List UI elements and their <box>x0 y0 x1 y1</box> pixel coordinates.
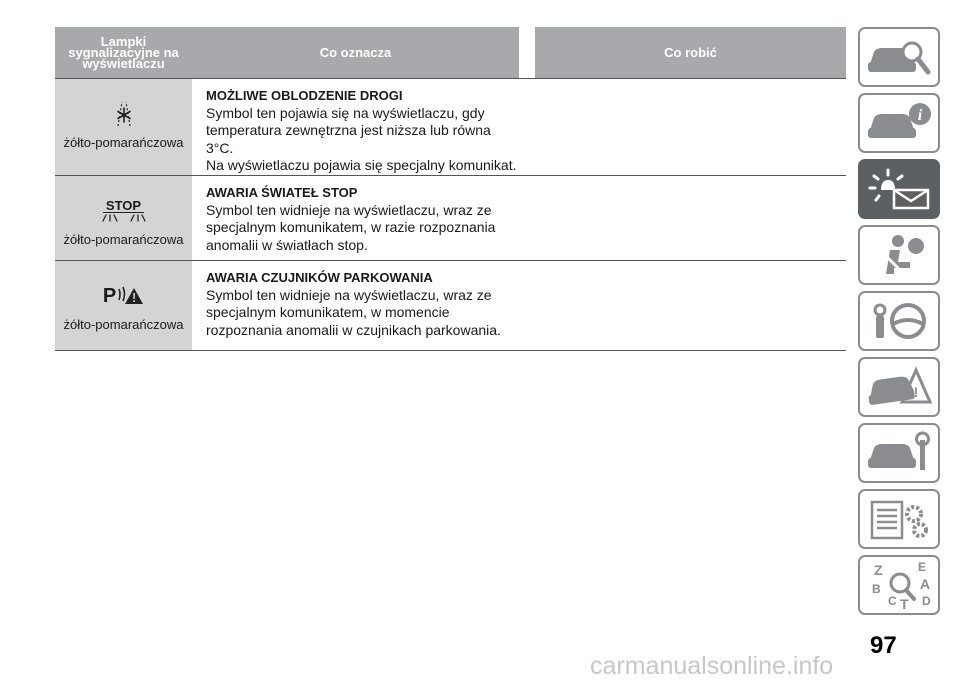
page-number: 97 <box>870 632 897 659</box>
table-row <box>55 176 846 261</box>
svg-text:i: i <box>917 107 923 124</box>
row-description: Symbol ten widnieje na wyświetlaczu, wraz ze specjalnym komunikatem, w razie rozpoznania anomalii w światłach stop. <box>206 201 496 253</box>
stop-text: STOP <box>103 200 144 213</box>
svg-text:T: T <box>900 596 909 611</box>
svg-text:!: ! <box>913 384 919 400</box>
header-lights: Lampki sygnalizacyjne na wyświetlaczu <box>55 27 192 78</box>
header-meaning: Co oznacza <box>192 27 519 78</box>
tab-safety[interactable] <box>858 225 940 285</box>
svg-text:C: C <box>888 594 897 608</box>
meaning-cell <box>192 176 519 260</box>
parking-sensor-fault-icon <box>103 281 144 311</box>
watermark: carmanualsonline.info <box>590 652 834 680</box>
road-ice-snowflake-icon <box>107 100 141 128</box>
header-gap <box>519 27 535 78</box>
color-label: żółto-pomarańczowa <box>63 232 184 247</box>
tab-warning-lights[interactable] <box>858 159 940 219</box>
alphabetical-index-icon <box>864 559 934 611</box>
icon-cell <box>55 176 192 260</box>
row-title: AWARIA ŚWIATEŁ STOP <box>206 185 358 200</box>
color-label: żółto-pomarańczowa <box>63 135 184 150</box>
row-title: AWARIA CZUJNIKÓW PARKOWANIA <box>206 270 433 285</box>
warning-light-message-icon <box>864 166 934 212</box>
svg-text:B: B <box>872 582 881 596</box>
tab-maintenance[interactable] <box>858 423 940 483</box>
row-description: Symbol ten pojawia się na wyświetlaczu, gdy temperatura zewnętrzna jest niższa lub równa 3°C. Na wyświetlaczu pojawia się specjalny komunikat. <box>206 104 517 173</box>
tab-index[interactable] <box>858 555 940 615</box>
spec-list-gear-icon <box>864 496 934 542</box>
row-title: MOŻLIWE OBLODZENIE DROGI <box>206 88 403 103</box>
car-warning-triangle-icon <box>864 364 934 410</box>
tab-car-search[interactable] <box>858 27 940 87</box>
meaning-cell <box>192 79 519 175</box>
svg-text:D: D <box>922 594 931 608</box>
car-wrench-icon <box>864 430 934 476</box>
row-description: Symbol ten widnieje na wyświetlaczu, wraz ze specjalnym komunikatem, w momencie rozpoznania anomalii w czujnikach parkowania. <box>206 286 501 338</box>
svg-text:A: A <box>920 576 931 592</box>
icon-cell <box>55 79 192 175</box>
icon-cell <box>55 261 192 350</box>
tab-starting-driving[interactable] <box>858 291 940 351</box>
car-info-icon <box>864 100 934 146</box>
tab-emergency[interactable] <box>858 357 940 417</box>
tab-technical-data[interactable] <box>858 489 940 549</box>
table-row <box>55 261 846 351</box>
table-row <box>55 79 846 176</box>
color-label: żółto-pomarańczowa <box>63 317 184 332</box>
svg-text:E: E <box>918 560 927 574</box>
tab-car-info[interactable] <box>858 93 940 153</box>
steering-key-icon <box>864 298 934 344</box>
car-search-icon <box>864 34 934 80</box>
chapter-sidebar <box>858 27 948 621</box>
parking-letter: P <box>102 284 117 307</box>
meaning-cell <box>192 261 519 350</box>
header-action: Co robić <box>535 27 846 78</box>
warning-lights-table <box>55 27 846 351</box>
stop-lights-icon <box>102 196 146 226</box>
svg-text:Z: Z <box>874 562 883 578</box>
airbag-seat-icon <box>864 232 934 278</box>
table-header <box>55 27 846 79</box>
